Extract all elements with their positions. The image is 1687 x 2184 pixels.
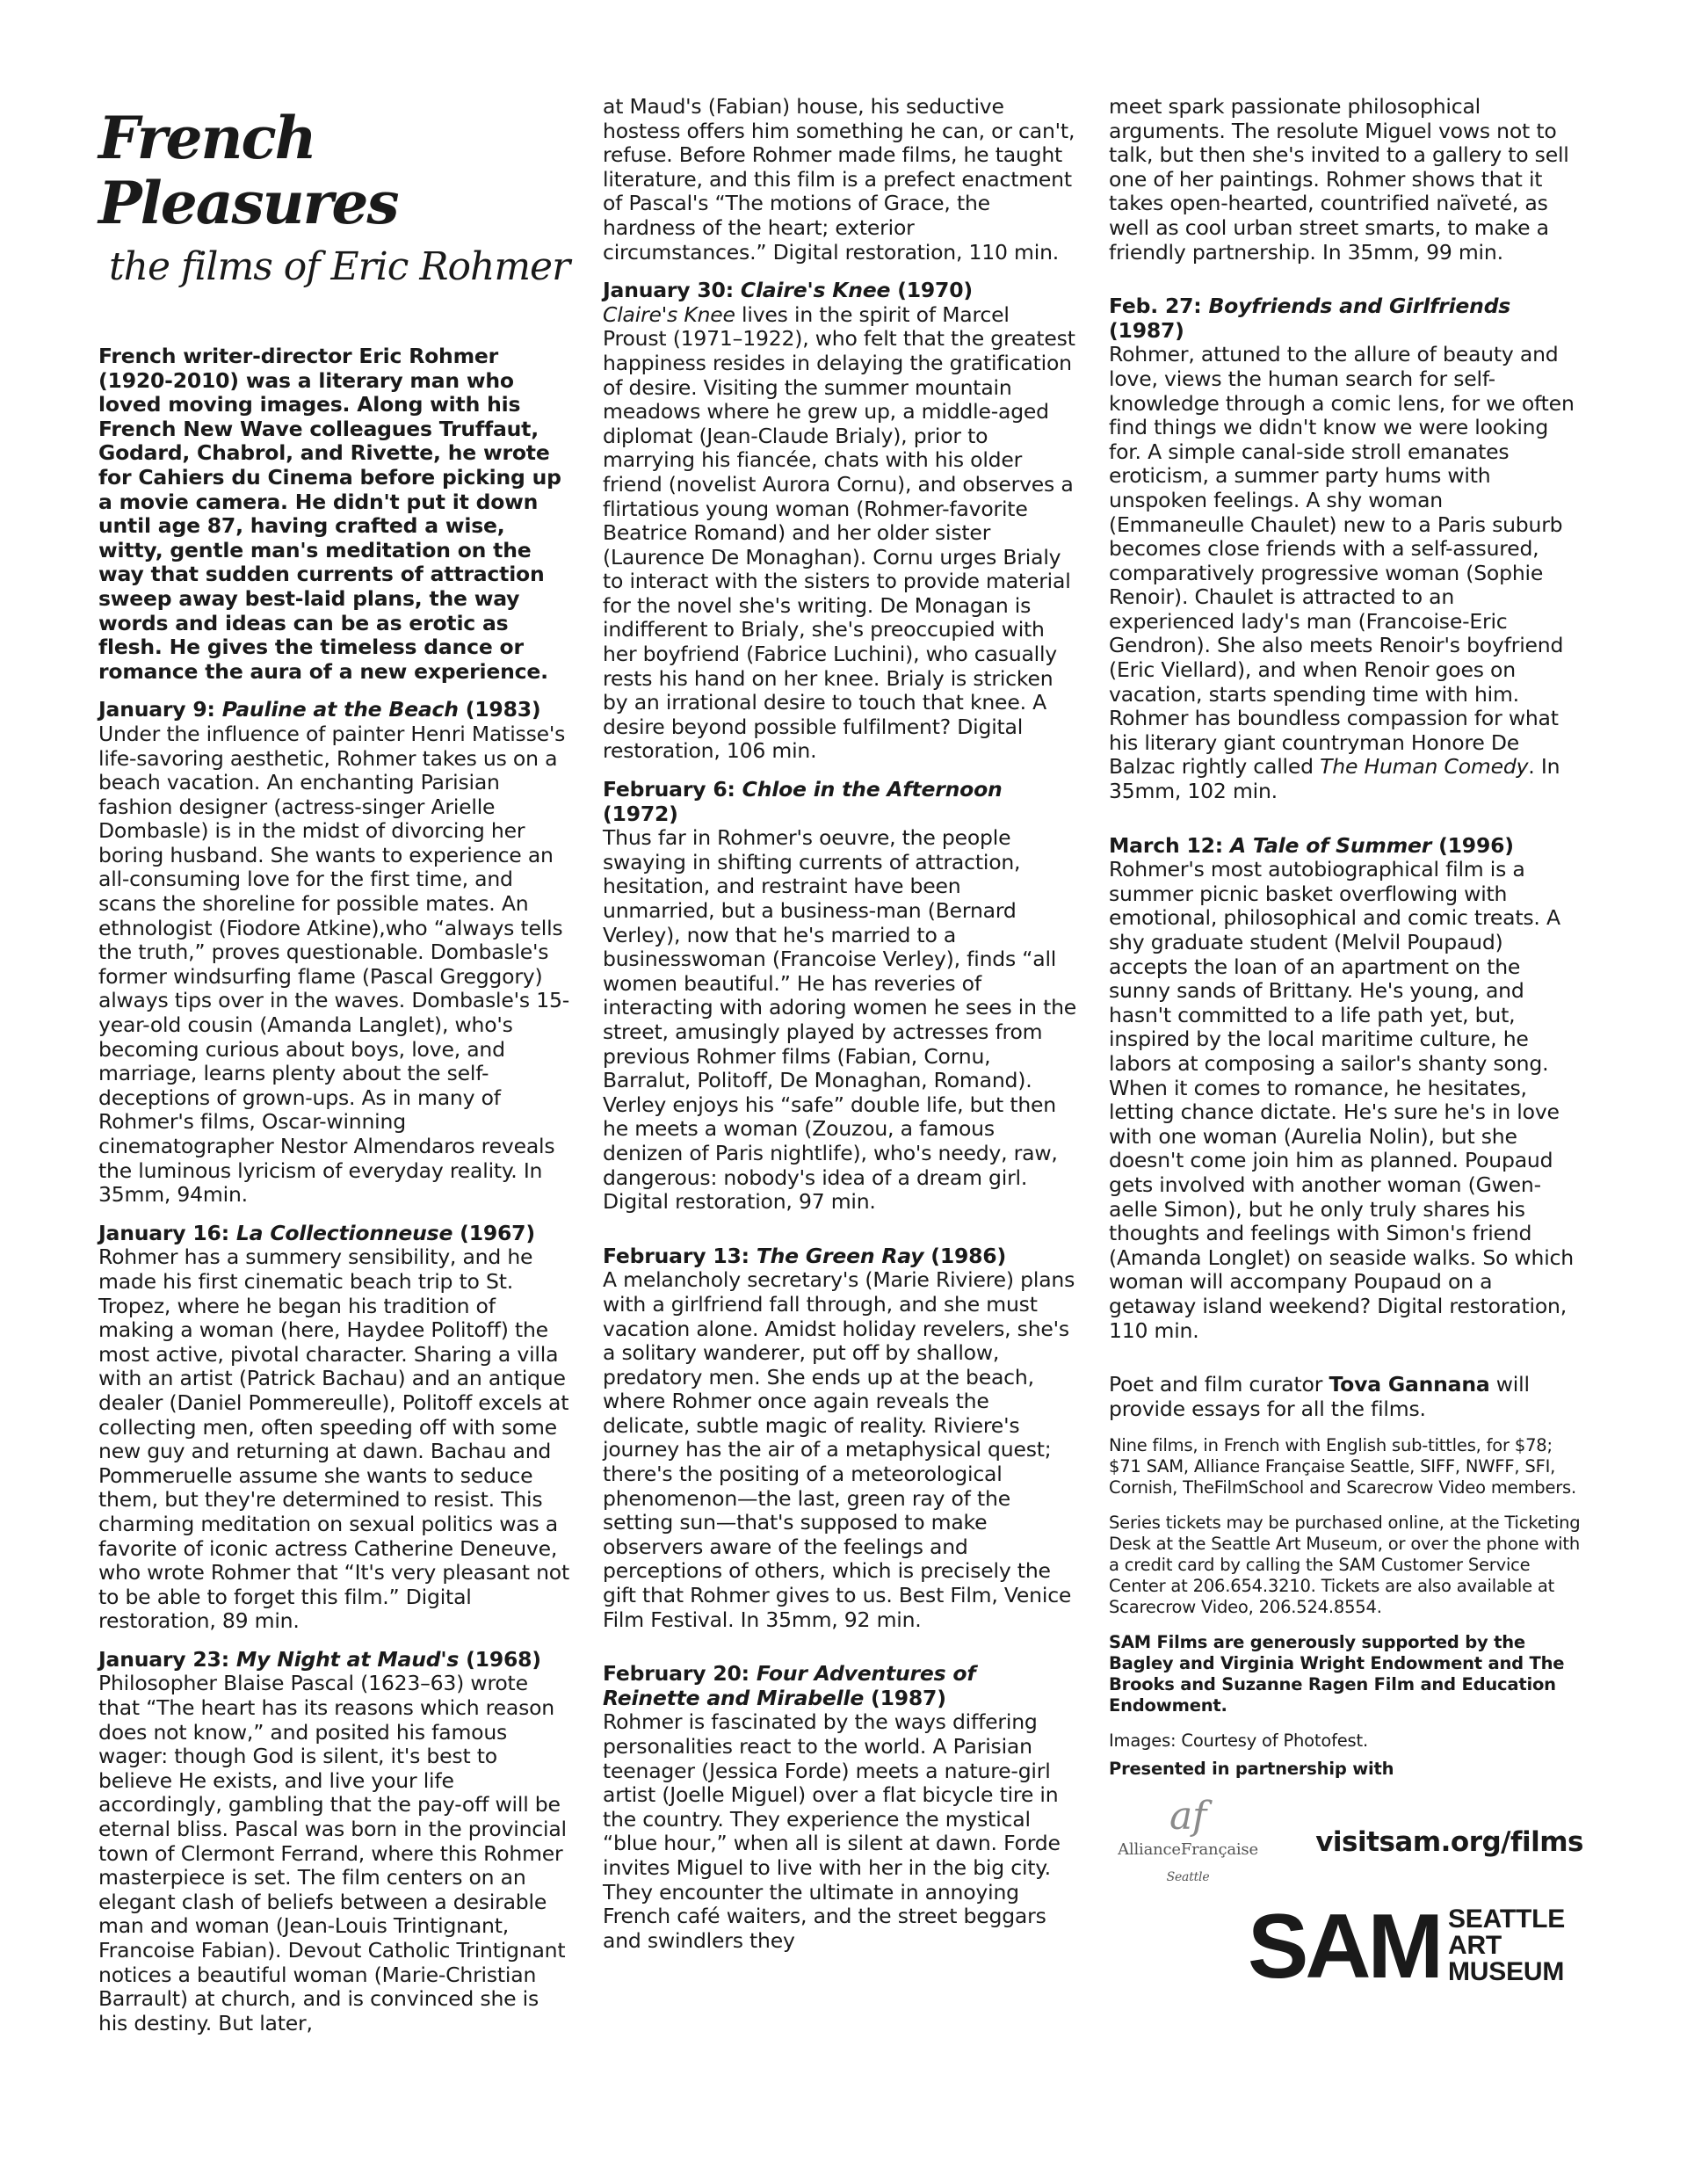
- film-heading: [603, 778, 1077, 826]
- ticket-info: Series tickets may be purchased online, at the Ticketing Desk at the Seattle Art Museum, or over the phone with a credit card by calling the SAM Customer Service Center at 206.654.3210. Tickets are also available at Scarecrow Video, 206.524.8554.: [1109, 1513, 1581, 1618]
- film-entry: [98, 698, 571, 1207]
- page-title: French Pleasures: [98, 104, 398, 237]
- film-description-text: lives in the spirit of Marcel Proust (1971–1922), who felt that the greatest happiness resides in delaying the gratification of desire. Visiting the summer mountain meadows where he grew up, a middle-aged diplomat (Jean-Claude Brialy), prior to marrying his fiancée, chats with his older friend (novelist Aurora Cornu), and observes a flirtatious young woman (Rohmer-favorite Beatrice Romand) and her older sister (Laurence De Monaghan). Cornu urges Brialy to interact with the sisters to provide material for the novel she's writing. De Monagan is indifferent to Brialy, she's preoccupied with her boyfriend (Fabrice Luchini), who casually rests his hand on her knee. Brialy is stricken by an irrational desire to touch that knee. A desire beyond possible fulfilment? Digital restoration, 106 min.: [603, 301, 1075, 764]
- film-description: Rohmer's most autobiographical film is a summer picnic basket overflowing with emotional, philosophical and comic treats. A shy graduate student (Melvil Poupaud) accepts the loan of an apartment on the sunny sands of Brittany. He's young, and hasn't committed to a life path yet, but, inspired by the local maritime culture, he labors at composing a sailor's shanty song. When it comes to romance, he hesitates, letting chance dictate. He's sure he's in love with one woman (Aurelia Nolin), but she doesn't come join him as planned. Poupaud gets involved with another woman (Gwen-aelle Simon), but he only truly shares his thoughts and feelings with Simon's friend (Amanda Longlet) on seaside walks. So which woman will accompany Poupaud on a getaway island weekend? Digital restoration, 110 min.: [1109, 857, 1574, 1343]
- af-name: AllianceFrançaise: [1118, 1840, 1258, 1860]
- film-date: January 9:: [98, 697, 215, 722]
- column-3: [1109, 95, 1583, 2024]
- film-heading: [603, 1244, 1077, 1269]
- film-description-continued: meet spark passionate philosophical arguments. The resolute Miguel vows not to talk, but then she's invited to a gallery to sell one of her paintings. Rohmer shows that it takes open-hearted, countrified naïveté, as well as cool urban street smarts, to make a friendly partnership. In 35mm, 99 min.: [1109, 94, 1569, 265]
- film-year: (1972): [603, 801, 678, 826]
- film-heading: [98, 1648, 571, 1672]
- intro-paragraph: French writer-director Eric Rohmer (1920-2010) was a literary man who loved moving images. Along with his French New Wave colleagues Truffaut, Godard, Chabrol, and Rivette, he wrote for Cahiers du Cinema before picking up a movie camera. He didn't put it down until age 87, having crafted a wise, witty, gentle man's meditation on the way that sudden currents of attraction sweep away best-laid plans, the way words and ideas can be as erotic as flesh. He gives the timeless dance or romance the aura of a new experience.: [98, 344, 561, 684]
- film-title: La Collectionneuse: [235, 1220, 453, 1245]
- film-entry: [1109, 294, 1583, 803]
- film-heading: [603, 279, 1077, 303]
- film-title: Pauline at the Beach: [221, 697, 459, 722]
- sam-line-3: MUSEUM: [1448, 1957, 1565, 1987]
- curator-note-post: will provide essays for all the films.: [1109, 1372, 1530, 1421]
- film-year: (1967): [460, 1220, 535, 1245]
- film-year: (1987): [1109, 317, 1184, 343]
- film-heading: [1109, 834, 1583, 859]
- film-heading: [1109, 294, 1583, 343]
- support-credit: SAM Films are generously supported by the Bagley and Virginia Wright Endowment and The Brooks and Suzanne Ragen Film and Education Endowment.: [1109, 1632, 1565, 1716]
- film-title: Chloe in the Afternoon: [742, 777, 1003, 802]
- film-description-end: . In 35mm, 102 min.: [1109, 754, 1560, 804]
- film-year: (1996): [1438, 832, 1514, 858]
- film-description-title: Claire's Knee: [603, 301, 735, 327]
- pricing-info: Nine films, in French with English sub-tittles, for $78; $71 SAM, Alliance Française Seattle, SIFF, NWFF, SFI, Cornish, TheFilmSchool and Scarecrow Video members.: [1109, 1435, 1577, 1498]
- film-year: (1970): [897, 278, 973, 303]
- film-description: [1109, 343, 1583, 803]
- film-date: Feb. 27:: [1109, 294, 1202, 319]
- film-description: Rohmer has a summery sensibility, and he made his first cinematic beach trip to St. Tropez, where he began his tradition of making a woman (here, Haydee Politoff) the most active, pivotal character. Sharing a villa with an artist (Patrick Bachau) and an antique dealer (Daniel Pommereulle), Politoff excels at collecting men, often speeding off with some new guy and returning at dawn. Bachau and Pommeruelle assume she wants to seduce them, but they're determined to resist. This charming meditation on sexual politics was a favorite of iconic actress Catherine Deneuve, who wrote Rohmer that “It's very pleasant not to be able to forget this film.” Digital restoration, 89 min.: [98, 1244, 569, 1634]
- alliance-francaise-logo: [1109, 1796, 1267, 1890]
- partner-logos: [1109, 1796, 1583, 2024]
- film-year: (1986): [930, 1243, 1006, 1268]
- film-title: My Night at Maud's: [235, 1646, 460, 1672]
- film-description-text: Rohmer, attuned to the allure of beauty and love, views the human search for self-knowledge through a comic lens, for we often find things we didn't know we were looking for. A simple canal-side stroll emanates eroticism, a summer party hums with unspoken feelings. A shy woman (Emmaneulle Chaulet) new to a Paris suburb becomes close friends with a self-assured, comparatively progressive woman (Sophie Renoir). Chaulet is attracted to an experienced lady's man (Francoise-Eric Gendron). She also meets Renoir's boyfriend (Eric Viellard), and when Renoir goes on vacation, starts spending time with him. Rohmer has boundless compassion for what his literary giant countryman Honore De Balzac rightly called: [1109, 342, 1575, 780]
- page-subtitle: the films of Eric Rohmer: [109, 244, 570, 289]
- film-heading: [98, 698, 571, 722]
- film-heading: [603, 1662, 1077, 1710]
- film-date: January 16:: [98, 1220, 229, 1245]
- sam-line-2: ART: [1448, 1931, 1502, 1961]
- film-entry: [603, 1662, 1077, 1953]
- film-heading: [98, 1222, 571, 1246]
- film-description: Rohmer is fascinated by the ways differing personalities react to the world. A Parisian teenager (Jessica Forde) meets a nature-girl artist (Joelle Miguel) over a flat bicycle tire in the country. They experience the mystical “blue hour,” when all is silent at dawn. Forde invites Miguel to live with her in the big city. They encounter the ultimate in annoying French café waiters, and the street beggars and swindlers they: [603, 1709, 1061, 1953]
- film-description: Philosopher Blaise Pascal (1623–63) wrote that “The heart has its reasons which reason does not know,” and posited his famous wager: though God is silent, it's best to believe He exists, and live your life accordingly, gambling that the pay-off will be eternal bliss. Pascal was born in the provincial town of Clermont Ferrand, where this Rohmer masterpiece is set. The film centers on an elegant clash of beliefs between a desirable man and woman (Jean-Louis Trintignant, Francoise Fabian). Devout Catholic Trintignant notices a beautiful woman (Marie-Christian Barrault) at church, and is convinced she is his destiny. But later,: [98, 1671, 567, 2035]
- column-1: [98, 95, 571, 2035]
- film-entry: [603, 778, 1077, 1215]
- film-title: Boyfriends and Girlfriends: [1208, 294, 1511, 319]
- film-date: February 6:: [603, 777, 735, 802]
- film-date: February 20:: [603, 1661, 749, 1687]
- film-title: Four Adventures of Reinette and Mirabelle: [603, 1661, 976, 1710]
- film-description-italic: The Human Comedy: [1320, 754, 1529, 780]
- column-2: [603, 95, 1077, 1953]
- film-description: A melancholy secretary's (Marie Riviere) plans with a girlfriend fall through, and she must vacation alone. Amidst holiday revelers, she's a solitary wanderer, put off by shallow, predatory men. She ends up at the beach, where Rohmer once again reveals the delicate, subtle magic of reality. Riviere's journey has the air of a metaphysical quest; there's the positing of a meteorological phenomenon—the last, green ray of the setting sun—that's supposed to make observers aware of the feelings and perceptions of others, which is precisely the gift that Rohmer gives to us. Best Film, Venice Film Festival. In 35mm, 92 min.: [603, 1267, 1075, 1632]
- af-mark: af: [1169, 1794, 1207, 1839]
- image-credit: Images: Courtesy of Photofest.: [1109, 1731, 1368, 1752]
- film-date: January 30:: [603, 278, 734, 303]
- film-entry: [1109, 834, 1583, 1343]
- partnership-label: Presented in partnership with: [1109, 1759, 1394, 1780]
- sam-logo-name: [1448, 1906, 1565, 1985]
- film-title: Claire's Knee: [740, 278, 891, 303]
- film-description-continued: at Maud's (Fabian) house, his seductive hostess offers him something he can, or can't, refuse. Before Rohmer made films, he taught literature, and this film is a prefect enactment of Pascal's “The motions of Grace, the hardness of the heart; exterior circumstances.” Digital restoration, 110 min.: [603, 94, 1075, 265]
- film-year: (1987): [871, 1685, 946, 1710]
- film-description: Under the influence of painter Henri Matisse's life-savoring aesthetic, Rohmer takes us on a beach vacation. An enchanting Parisian fashion designer (actress-singer Arielle Dombasle) is in the midst of divorcing her boring husband. She wants to experience an all-consuming love for the first time, and scans the shoreline for possible mates. An ethnologist (Fiodore Atkine),who “always tells the truth,” proves questionable. Dombasle's former windsurfing flame (Pascal Greggory) always tips over in the waves. Dombasle's 15-year-old cousin (Amanda Langlet), who's becoming curious about boys, love, and marriage, learns plenty about the self-deceptions of grown-ups. As in many of Rohmer's films, Oscar-winning cinematographer Nestor Almendaros reveals the luminous lyricism of everyday reality. In 35mm, 94min.: [98, 721, 569, 1208]
- curator-note: [1109, 1373, 1583, 1421]
- film-entry: [98, 1222, 571, 1634]
- film-date: March 12:: [1109, 832, 1223, 858]
- sam-logo: [1248, 1896, 1566, 1999]
- film-date: February 13:: [603, 1243, 749, 1268]
- film-title: The Green Ray: [756, 1243, 924, 1268]
- film-date: January 23:: [98, 1646, 229, 1672]
- film-entry: [98, 1648, 571, 2036]
- website-link[interactable]: visitsam.org/films: [1315, 1826, 1583, 1859]
- film-entry: [603, 279, 1077, 764]
- curator-name: Tova Gannana: [1329, 1372, 1490, 1397]
- film-entry: [603, 1244, 1077, 1633]
- film-description: Thus far in Rohmer's oeuvre, the people swaying in shifting currents of attraction, hesitation, and restraint have been unmarried, but a business-man (Bernard Verley), now that he's married to a businesswoman (Francoise Verley), finds “all women beautiful.” He has reveries of interacting with adoring women he sees in the street, amusingly played by actresses from previous Rohmer films (Fabian, Cornu, Barralut, Politoff, De Monaghan, Romand). Verley enjoys his “safe” double life, but then he meets a woman (Zouzou, a famous denizen of Paris nightlife), who's needy, raw, dangerous: nobody's idea of a dream girl. Digital restoration, 97 min.: [603, 825, 1077, 1215]
- sam-logo-letters: SAM: [1248, 1896, 1441, 1999]
- af-city: Seattle: [1166, 1869, 1210, 1884]
- curator-note-pre: Poet and film curator: [1109, 1372, 1329, 1397]
- film-year: (1968): [466, 1646, 541, 1672]
- film-description: [603, 303, 1077, 764]
- film-year: (1983): [465, 697, 541, 722]
- film-title: A Tale of Summer: [1229, 832, 1432, 858]
- sam-line-1: SEATTLE: [1448, 1905, 1566, 1934]
